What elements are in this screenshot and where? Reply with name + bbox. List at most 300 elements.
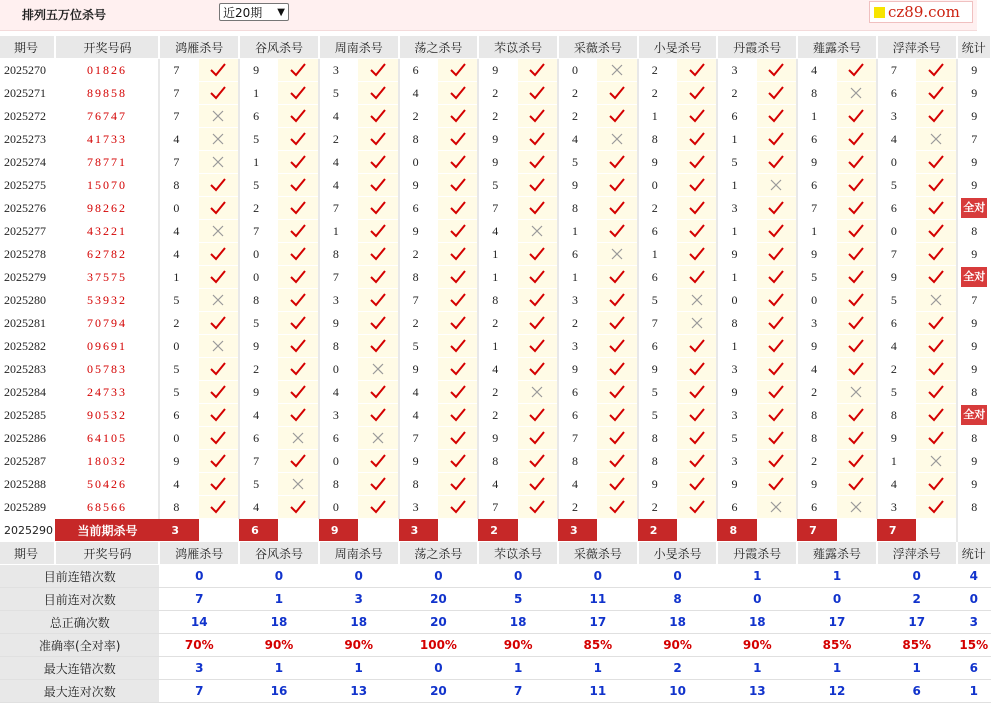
kill-number-cell: 1 <box>717 128 756 151</box>
stats-value: 18 <box>319 611 399 634</box>
stat-cell: 9 <box>957 335 991 358</box>
kill-number-cell: 1 <box>159 266 198 289</box>
check-icon <box>757 473 797 496</box>
kill-number-cell: 4 <box>159 243 198 266</box>
check-icon <box>916 381 956 404</box>
kill-number-cell: 2 <box>239 197 278 220</box>
footer-header-col-1: 开奖号码 <box>55 542 159 565</box>
check-icon <box>358 197 398 220</box>
stats-value: 90% <box>239 634 319 657</box>
stats-value: 1 <box>717 565 797 588</box>
current-kill-blank <box>358 519 398 542</box>
kill-number-cell: 9 <box>717 243 756 266</box>
stat-cell: 8 <box>957 220 991 243</box>
kill-number-cell: 3 <box>877 496 916 519</box>
kill-number-cell: 3 <box>797 312 836 335</box>
kill-number-cell: 7 <box>558 427 597 450</box>
cross-icon <box>199 335 239 358</box>
check-icon <box>358 151 398 174</box>
stats-value: 0 <box>478 565 558 588</box>
stat-cell <box>957 266 991 289</box>
stats-value: 15% <box>957 634 991 657</box>
kill-number-cell: 6 <box>877 82 916 105</box>
stats-value: 1 <box>478 657 558 680</box>
kill-number-cell: 2 <box>239 358 278 381</box>
draw-number-cell: 15070 <box>55 174 159 197</box>
check-icon <box>199 312 239 335</box>
table-row <box>0 220 991 243</box>
check-icon <box>837 473 877 496</box>
check-icon <box>199 59 239 82</box>
stats-value: 13 <box>319 680 399 703</box>
period-range-select[interactable] <box>219 3 289 21</box>
stats-value: 1 <box>957 680 991 703</box>
check-icon <box>916 427 956 450</box>
stats-value: 0 <box>159 565 239 588</box>
check-icon <box>358 381 398 404</box>
cross-icon <box>916 450 956 473</box>
draw-number-cell: 89858 <box>55 82 159 105</box>
draw-number-cell: 09691 <box>55 335 159 358</box>
stats-label: 目前连对次数 <box>0 588 159 611</box>
stats-row <box>0 680 991 703</box>
table-row <box>0 450 991 473</box>
cross-icon <box>358 427 398 450</box>
period-range-value: 近20期 <box>223 6 263 20</box>
stats-value: 1 <box>797 565 877 588</box>
check-icon <box>677 266 717 289</box>
stats-label: 准确率(全对率) <box>0 634 159 657</box>
kill-number-cell: 5 <box>638 381 677 404</box>
check-icon <box>518 358 558 381</box>
kill-number-cell: 9 <box>399 358 438 381</box>
header-col-3: 谷风杀号 <box>239 36 319 59</box>
current-kill-number: 6 <box>239 519 278 542</box>
kill-number-cell: 6 <box>159 404 198 427</box>
kill-number-cell: 2 <box>558 82 597 105</box>
kill-number-cell: 3 <box>717 404 756 427</box>
kill-number-cell: 9 <box>558 174 597 197</box>
footer-header-col-3: 谷风杀号 <box>239 542 319 565</box>
stats-value: 85% <box>877 634 957 657</box>
check-icon <box>916 243 956 266</box>
stat-cell: 7 <box>957 289 991 312</box>
check-icon <box>278 105 318 128</box>
stats-value: 85% <box>558 634 638 657</box>
kill-number-cell: 1 <box>717 335 756 358</box>
kill-number-cell: 7 <box>159 59 198 82</box>
site-logo[interactable] <box>869 1 973 23</box>
period-cell: 2025287 <box>0 450 55 473</box>
logo-square-icon <box>874 7 885 18</box>
stats-value: 18 <box>239 611 319 634</box>
kill-number-cell: 4 <box>319 151 358 174</box>
check-icon <box>199 381 239 404</box>
stat-cell: 9 <box>957 105 991 128</box>
kill-number-cell: 4 <box>877 335 916 358</box>
check-icon <box>278 128 318 151</box>
check-icon <box>278 266 318 289</box>
current-kill-number: 3 <box>558 519 597 542</box>
header-col-11: 浮萍杀号 <box>877 36 957 59</box>
all-correct-badge: 全对 <box>961 405 987 425</box>
check-icon <box>837 220 877 243</box>
footer-header-col-9: 丹霞杀号 <box>717 542 797 565</box>
stat-cell: 7 <box>957 128 991 151</box>
check-icon <box>837 404 877 427</box>
check-icon <box>518 82 558 105</box>
kill-number-cell: 8 <box>319 243 358 266</box>
kill-number-cell: 9 <box>239 335 278 358</box>
kill-number-cell: 5 <box>717 151 756 174</box>
stats-row <box>0 588 991 611</box>
stats-label: 目前连错次数 <box>0 565 159 588</box>
stats-value: 18 <box>717 611 797 634</box>
cross-icon <box>597 128 637 151</box>
draw-number-cell: 78771 <box>55 151 159 174</box>
kill-number-cell: 9 <box>399 220 438 243</box>
stats-row <box>0 634 991 657</box>
check-icon <box>438 266 478 289</box>
period-cell: 2025281 <box>0 312 55 335</box>
stats-value: 5 <box>478 588 558 611</box>
footer-header-col-10: 薤露杀号 <box>797 542 877 565</box>
kill-number-cell: 5 <box>159 381 198 404</box>
kill-number-cell: 1 <box>478 266 517 289</box>
period-cell: 2025285 <box>0 404 55 427</box>
check-icon <box>518 335 558 358</box>
stats-value: 70% <box>159 634 239 657</box>
current-kill-blank <box>916 519 956 542</box>
check-icon <box>278 381 318 404</box>
check-icon <box>677 243 717 266</box>
kill-number-cell: 1 <box>558 220 597 243</box>
kill-number-cell: 2 <box>478 381 517 404</box>
check-icon <box>677 105 717 128</box>
kill-number-cell: 3 <box>717 450 756 473</box>
check-icon <box>438 450 478 473</box>
kill-number-cell: 5 <box>638 404 677 427</box>
check-icon <box>837 105 877 128</box>
kill-number-cell: 7 <box>478 197 517 220</box>
table-row <box>0 151 991 174</box>
stat-cell: 9 <box>957 82 991 105</box>
check-icon <box>358 82 398 105</box>
kill-number-cell: 3 <box>319 289 358 312</box>
stat-cell <box>957 197 991 220</box>
header-col-1: 开奖号码 <box>55 36 159 59</box>
period-cell: 2025272 <box>0 105 55 128</box>
check-icon <box>358 404 398 427</box>
check-icon <box>757 128 797 151</box>
period-cell: 2025289 <box>0 496 55 519</box>
current-kill-blank <box>518 519 558 542</box>
kill-number-cell: 2 <box>638 197 677 220</box>
kill-number-cell: 0 <box>319 496 358 519</box>
period-cell: 2025274 <box>0 151 55 174</box>
check-icon <box>837 59 877 82</box>
check-icon <box>518 496 558 519</box>
check-icon <box>757 381 797 404</box>
check-icon <box>518 105 558 128</box>
kill-number-cell: 8 <box>478 289 517 312</box>
stats-row <box>0 611 991 634</box>
check-icon <box>916 496 956 519</box>
stat-cell: 9 <box>957 243 991 266</box>
check-icon <box>916 105 956 128</box>
kill-number-cell: 6 <box>319 427 358 450</box>
kill-number-cell: 9 <box>478 128 517 151</box>
table-row <box>0 427 991 450</box>
kill-number-cell: 1 <box>797 105 836 128</box>
kill-number-cell: 3 <box>717 358 756 381</box>
kill-number-cell: 9 <box>239 381 278 404</box>
kill-number-cell: 3 <box>717 59 756 82</box>
check-icon <box>597 335 637 358</box>
draw-number-cell: 98262 <box>55 197 159 220</box>
kill-number-cell: 2 <box>478 105 517 128</box>
kill-number-cell: 8 <box>638 427 677 450</box>
kill-number-cell: 5 <box>478 174 517 197</box>
check-icon <box>677 404 717 427</box>
kill-number-cell: 2 <box>797 450 836 473</box>
check-icon <box>438 243 478 266</box>
stats-value: 17 <box>877 611 957 634</box>
check-icon <box>358 59 398 82</box>
table-row <box>0 473 991 496</box>
kill-number-cell: 0 <box>877 151 916 174</box>
kill-number-cell: 1 <box>638 243 677 266</box>
check-icon <box>278 197 318 220</box>
kill-number-cell: 8 <box>478 450 517 473</box>
stats-value: 85% <box>797 634 877 657</box>
check-icon <box>278 289 318 312</box>
check-icon <box>358 312 398 335</box>
kill-number-cell: 0 <box>159 335 198 358</box>
check-icon <box>677 220 717 243</box>
check-icon <box>597 220 637 243</box>
check-icon <box>518 174 558 197</box>
footer-header-row <box>0 542 991 565</box>
kill-number-cell: 8 <box>877 404 916 427</box>
check-icon <box>597 381 637 404</box>
kill-number-cell: 9 <box>638 151 677 174</box>
check-icon <box>518 197 558 220</box>
kill-number-cell: 9 <box>399 450 438 473</box>
table-row <box>0 496 991 519</box>
kill-number-cell: 8 <box>399 473 438 496</box>
stats-value: 90% <box>638 634 718 657</box>
check-icon <box>597 197 637 220</box>
kill-number-cell: 8 <box>638 128 677 151</box>
kill-number-cell: 3 <box>558 335 597 358</box>
stats-value: 18 <box>478 611 558 634</box>
stats-value: 1 <box>558 657 638 680</box>
check-icon <box>916 174 956 197</box>
check-icon <box>677 381 717 404</box>
stats-value: 18 <box>638 611 718 634</box>
check-icon <box>358 220 398 243</box>
stats-value: 6 <box>877 680 957 703</box>
stats-value: 17 <box>797 611 877 634</box>
kill-number-cell: 2 <box>319 128 358 151</box>
kill-number-cell: 7 <box>319 197 358 220</box>
stats-value: 10 <box>638 680 718 703</box>
kill-number-cell: 3 <box>399 496 438 519</box>
check-icon <box>757 289 797 312</box>
kill-number-cell: 4 <box>159 128 198 151</box>
kill-number-cell: 6 <box>558 243 597 266</box>
top-bar <box>0 0 977 31</box>
period-cell: 2025286 <box>0 427 55 450</box>
header-col-9: 丹霞杀号 <box>717 36 797 59</box>
stat-cell: 9 <box>957 358 991 381</box>
kill-number-cell: 1 <box>478 243 517 266</box>
header-col-2: 鸿雁杀号 <box>159 36 239 59</box>
kill-number-cell: 6 <box>797 496 836 519</box>
cross-icon <box>597 59 637 82</box>
period-cell: 2025283 <box>0 358 55 381</box>
kill-number-cell: 0 <box>717 289 756 312</box>
check-icon <box>597 450 637 473</box>
stats-value: 3 <box>159 657 239 680</box>
kill-number-cell: 0 <box>159 197 198 220</box>
stat-cell: 9 <box>957 59 991 82</box>
check-icon <box>837 151 877 174</box>
check-icon <box>278 335 318 358</box>
check-icon <box>757 151 797 174</box>
check-icon <box>278 450 318 473</box>
kill-number-cell: 2 <box>877 358 916 381</box>
cross-icon <box>518 381 558 404</box>
stats-value: 7 <box>478 680 558 703</box>
kill-number-cell: 8 <box>717 312 756 335</box>
table-row <box>0 312 991 335</box>
check-icon <box>677 197 717 220</box>
kill-number-cell: 7 <box>877 59 916 82</box>
kill-number-cell: 8 <box>797 404 836 427</box>
kill-number-cell: 8 <box>797 427 836 450</box>
check-icon <box>518 289 558 312</box>
check-icon <box>438 312 478 335</box>
check-icon <box>916 404 956 427</box>
stats-value: 0 <box>558 565 638 588</box>
check-icon <box>677 59 717 82</box>
kill-number-cell: 1 <box>717 174 756 197</box>
check-icon <box>677 358 717 381</box>
draw-number-cell: 18032 <box>55 450 159 473</box>
stats-value: 8 <box>638 588 718 611</box>
stats-value: 0 <box>717 588 797 611</box>
table-row <box>0 358 991 381</box>
check-icon <box>518 128 558 151</box>
stats-value: 0 <box>957 588 991 611</box>
draw-number-cell: 62782 <box>55 243 159 266</box>
stats-value: 20 <box>399 680 479 703</box>
cross-icon <box>518 220 558 243</box>
check-icon <box>916 82 956 105</box>
draw-number-cell: 43221 <box>55 220 159 243</box>
check-icon <box>199 266 239 289</box>
kill-number-cell: 2 <box>478 82 517 105</box>
check-icon <box>199 427 239 450</box>
table-row <box>0 266 991 289</box>
current-kill-number: 2 <box>478 519 517 542</box>
kill-number-cell: 5 <box>319 82 358 105</box>
check-icon <box>438 174 478 197</box>
check-icon <box>199 450 239 473</box>
check-icon <box>278 82 318 105</box>
kill-number-cell: 0 <box>797 289 836 312</box>
kill-number-cell: 4 <box>797 358 836 381</box>
stat-cell <box>957 404 991 427</box>
cross-icon <box>199 220 239 243</box>
check-icon <box>837 335 877 358</box>
cross-icon <box>199 151 239 174</box>
check-icon <box>837 358 877 381</box>
kill-number-cell: 9 <box>478 59 517 82</box>
check-icon <box>757 197 797 220</box>
kill-number-cell: 4 <box>399 404 438 427</box>
current-period-row <box>0 519 991 542</box>
check-icon <box>597 404 637 427</box>
kill-number-cell: 9 <box>717 381 756 404</box>
check-icon <box>837 243 877 266</box>
check-icon <box>358 266 398 289</box>
period-cell: 2025278 <box>0 243 55 266</box>
stats-value: 20 <box>399 611 479 634</box>
kill-number-cell: 6 <box>797 174 836 197</box>
kill-number-cell: 3 <box>319 404 358 427</box>
kill-number-cell: 4 <box>319 105 358 128</box>
current-kill-label: 当前期杀号 <box>55 519 159 542</box>
check-icon <box>199 243 239 266</box>
kill-number-cell: 6 <box>558 404 597 427</box>
check-icon <box>597 312 637 335</box>
kill-number-cell: 0 <box>319 358 358 381</box>
kill-number-cell: 3 <box>558 289 597 312</box>
period-cell: 2025271 <box>0 82 55 105</box>
logo-text: cz89.com <box>888 3 960 21</box>
kill-number-cell: 7 <box>399 427 438 450</box>
kill-number-cell: 4 <box>877 473 916 496</box>
footer-header-col-12: 统计 <box>957 542 991 565</box>
cross-icon <box>199 128 239 151</box>
kill-number-cell: 4 <box>478 358 517 381</box>
kill-number-cell: 1 <box>717 220 756 243</box>
current-kill-number: 3 <box>399 519 438 542</box>
kill-number-cell: 2 <box>558 496 597 519</box>
kill-number-cell: 4 <box>239 496 278 519</box>
check-icon <box>757 59 797 82</box>
table-row <box>0 105 991 128</box>
check-icon <box>757 404 797 427</box>
check-icon <box>757 335 797 358</box>
header-col-0: 期号 <box>0 36 55 59</box>
stats-value: 90% <box>478 634 558 657</box>
table-row <box>0 82 991 105</box>
check-icon <box>199 473 239 496</box>
check-icon <box>518 427 558 450</box>
table-row <box>0 335 991 358</box>
footer-header-col-4: 周南杀号 <box>319 542 399 565</box>
cross-icon <box>278 473 318 496</box>
stats-value: 1 <box>717 657 797 680</box>
kill-number-cell: 9 <box>638 358 677 381</box>
check-icon <box>597 496 637 519</box>
check-icon <box>916 473 956 496</box>
stats-value: 3 <box>319 588 399 611</box>
